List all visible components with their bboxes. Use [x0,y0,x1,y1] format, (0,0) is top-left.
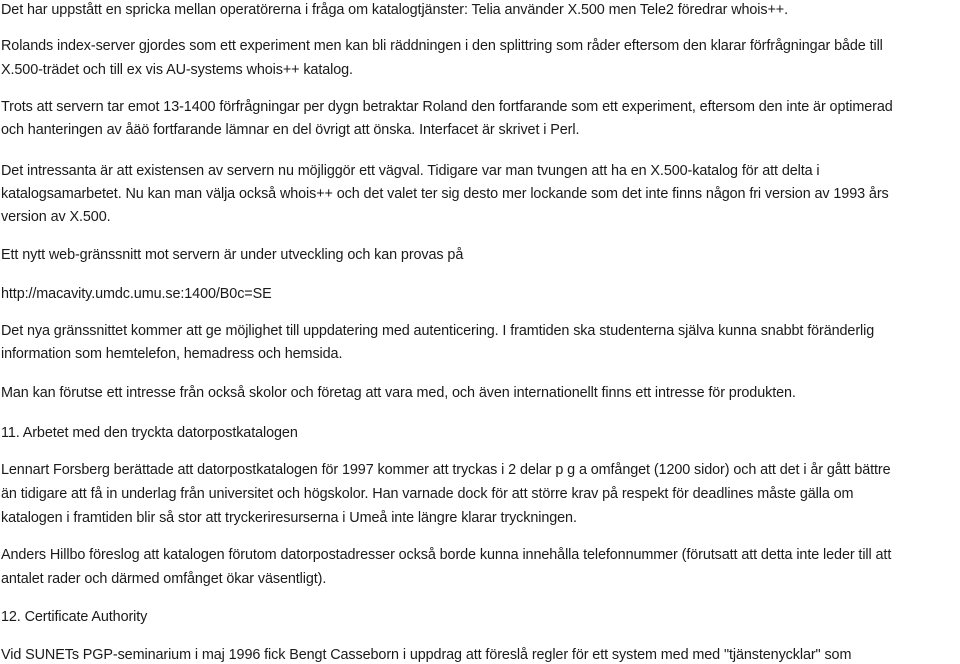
section-heading: 11. Arbetet med den tryckta datorpostkatalogen [1,425,298,441]
text-line: Trots att servern tar emot 13-1400 förfrågningar per dygn betraktar Roland den fortfarande som ett experiment, eftersom den inte är optimerad [1,99,893,115]
url-text: http://macavity.umdc.umu.se:1400/B0c=SE [1,286,272,302]
text-line: Det nya gränssnittet kommer att ge möjlighet till uppdatering med autenticering. I framtiden ska studenterna själva kunna snabbt föränderlig [1,323,875,339]
text-line: antalet rader och därmed omfånget ökar väsentligt). [1,571,327,587]
text-line: Ett nytt web-gränssnitt mot servern är under utveckling och kan provas på [1,247,464,263]
text-line: Anders Hillbo föreslog att katalogen förutom datorpostadresser också borde kunna innehålla telefonnummer (förutsatt att detta inte leder till att [1,547,892,563]
text-line: X.500-trädet och till ex vis AU-systems whois++ katalog. [1,62,353,78]
section-heading: 12. Certificate Authority [1,609,148,625]
text-line: Lennart Forsberg berättade att datorpostkatalogen för 1997 kommer att tryckas i 2 delar p g a omfånget (1200 sidor) och att det i år gått bättre [1,462,891,478]
text-line: Man kan förutse ett intresse från också skolor och företag att vara med, och även internationellt finns ett intresse för produkten. [1,385,796,401]
text-line: än tidigare att få in underlag från universitet och högskolor. Han varnade dock för att större krav på respekt för deadlines måste gälla om [1,486,854,502]
text-line: information som hemtelefon, hemadress och hemsida. [1,346,343,362]
text-line: version av X.500. [1,209,111,225]
text-line: och hanteringen av åäö fortfarande lämnar en del övrigt att önska. Interfacet är skrivet i Perl. [1,122,580,138]
text-line: katalogsamarbetet. Nu kan man välja också whois++ och det valet ter sig desto mer lockande som det inte finns någon fri version av 1993 års [1,186,889,202]
text-line: Det intressanta är att existensen av servern nu möjliggör ett vägval. Tidigare var man tvungen att ha en X.500-katalog för att delta i [1,163,820,179]
text-line: Det har uppstått en spricka mellan operatörerna i fråga om katalogtjänster: Telia använder X.500 men Tele2 föredrar whois++. [1,2,789,18]
text-line: Vid SUNETs PGP-seminarium i maj 1996 fick Bengt Casseborn i uppdrag att föreslå regler för ett system med med "tjänstenycklar" som [1,647,852,663]
text-line: Rolands index-server gjordes som ett experiment men kan bli räddningen i den splittring som råder eftersom den klarar förfrågningar både till [1,38,883,54]
text-line: katalogen i framtiden blir så stor att tryckeriresurserna i Umeå inte längre klarar tryckningen. [1,510,577,526]
